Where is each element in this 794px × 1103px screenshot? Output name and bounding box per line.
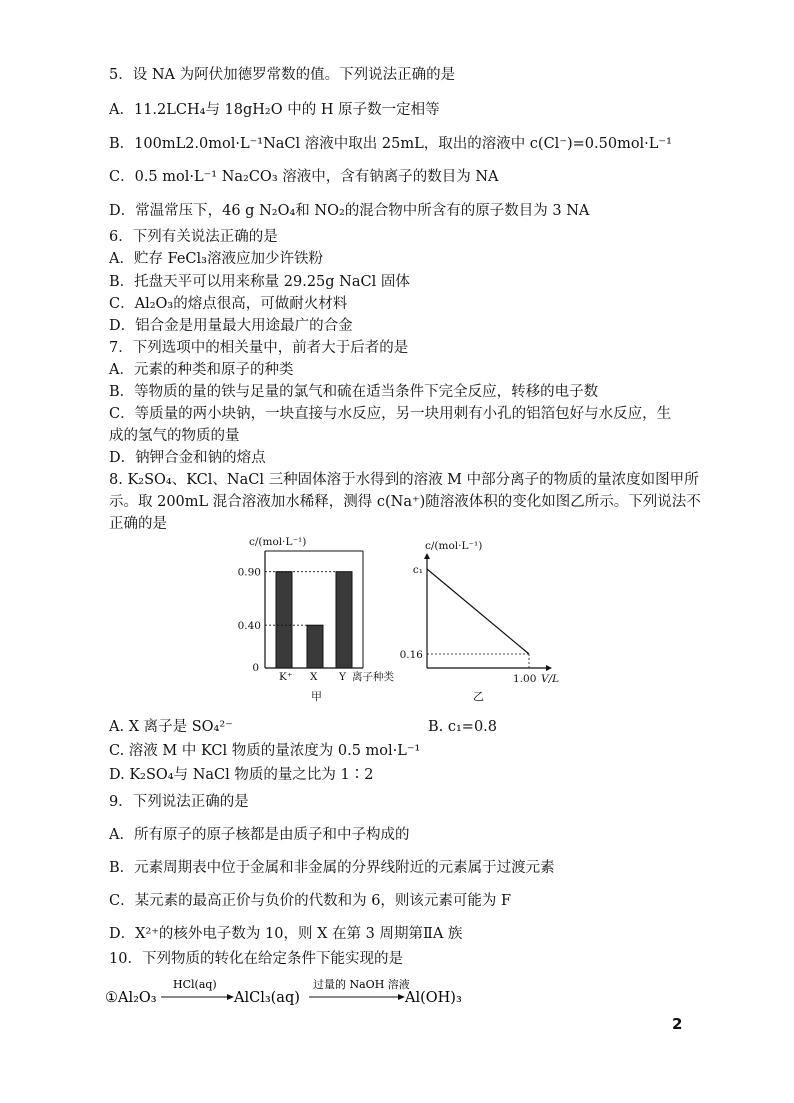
q7-stem: 7．下列选项中的相关量中，前者大于后者的是	[109, 340, 409, 356]
q6-stem: 6．下列有关说法正确的是	[109, 229, 278, 245]
eq-arrowhead-1	[227, 994, 234, 1000]
q8-stem-2: 示。取 200mL 混合溶液加水稀释，测得 c(Na⁺)随溶液体积的变化如图乙所示。下列说法不	[109, 494, 701, 510]
yi-series-line	[427, 569, 529, 654]
jia-ytick-0: 0	[252, 662, 259, 674]
jia-bar-2	[336, 572, 352, 668]
yi-ytick-016: 0.16	[399, 649, 423, 661]
jia-xtick-2: Y	[339, 671, 346, 683]
q7-option-a: A．元素的种类和原子的种类	[109, 362, 294, 378]
eq-mid: AlCl₃(aq)	[234, 990, 300, 1006]
q8-stem: 8. K₂SO₄、KCl、NaCl 三种固体溶于水得到的溶液 M 中部分离子的物质的量浓度如图甲所	[109, 472, 699, 488]
q6-option-a: A．贮存 FeCl₃溶液应加少许铁粉	[109, 251, 323, 267]
q9-option-c: C．某元素的最高正价与负价的代数和为 6，则该元素可能为 F	[109, 893, 512, 909]
eq-cond1: HCl(aq)	[173, 978, 217, 991]
eq-start: ①Al₂O₃	[105, 990, 157, 1006]
q5-option-a: A．11.2LCH₄与 18gH₂O 中的 H 原子数一定相等	[109, 102, 440, 118]
line-chart-yi	[395, 533, 575, 703]
jia-title: 甲	[311, 690, 322, 703]
q9-option-d: D．X²⁺的核外电子数为 10，则 X 在第 3 周期第ⅡA 族	[109, 926, 463, 942]
q5-option-b: B．100mL2.0mol·L⁻¹NaCl 溶液中取出 25mL，取出的溶液中 c(Cl⁻)=0.50mol·L⁻¹	[109, 136, 672, 152]
q6-option-d: D．铝合金是用量最大用途最广的合金	[109, 318, 353, 334]
q9-stem: 9．下列说法正确的是	[109, 794, 249, 810]
yi-y-label: c/(mol·L⁻¹)	[425, 540, 483, 552]
yi-title: 乙	[473, 690, 484, 703]
eq-end: Al(OH)₃	[405, 990, 462, 1006]
jia-bar-1	[307, 625, 323, 668]
jia-xtick-0: K⁺	[279, 671, 293, 683]
jia-ytick-1: 0.40	[237, 620, 261, 633]
yi-ytick-c1: c₁	[412, 564, 423, 576]
q8-option-b: B. c₁=0.8	[428, 719, 498, 735]
page-number: 2	[672, 1015, 683, 1033]
q8-option-a: A. X 离子是 SO₄²⁻	[109, 719, 233, 735]
eq-arrowhead-2	[398, 994, 405, 1000]
q7-option-b: B．等物质的量的铁与足量的氯气和硫在适当条件下完全反应，转移的电子数	[109, 384, 599, 400]
jia-y-label: c/(mol·L⁻¹)	[249, 536, 307, 548]
q8-stem-3: 正确的是	[109, 516, 167, 532]
q9-option-b: B．元素周期表中位于金属和非金属的分界线附近的元素属于过渡元素	[109, 860, 555, 876]
q8-option-d: D. K₂SO₄与 NaCl 物质的量之比为 1∶2	[109, 767, 374, 783]
q10-stem: 10．下列物质的转化在给定条件下能实现的是	[109, 951, 403, 967]
q9-option-a: A．所有原子的原子核都是由质子和中子构成的	[109, 827, 410, 843]
q6-option-c: C．Al₂O₃的熔点很高，可做耐火材料	[109, 296, 348, 312]
q8-option-c: C. 溶液 M 中 KCl 物质的量浓度为 0.5 mol·L⁻¹	[109, 743, 421, 759]
q7-option-d: D．钠钾合金和钠的熔点	[109, 450, 266, 466]
q5-option-d: D．常温常压下，46 g N₂O₄和 NO₂的混合物中所含有的原子数目为 3 NA	[109, 203, 590, 219]
q7-option-c: C．等质量的两小块钠，一块直接与水反应，另一块用刺有小孔的铝箔包好与水反应，生	[109, 406, 672, 422]
yi-y-arrow	[424, 553, 430, 559]
q7-option-c-cont: 成的氢气的物质的量	[109, 428, 240, 444]
jia-bar-0	[276, 572, 292, 668]
reaction-equation	[103, 974, 503, 1010]
eq-cond2: 过量的 NaOH 溶液	[313, 978, 410, 991]
yi-x-label: V/L	[541, 673, 560, 685]
q5-stem: 5．设 NA 为阿伏加德罗常数的值。下列说法正确的是	[109, 67, 456, 83]
yi-x-arrow	[546, 665, 552, 671]
q6-option-b: B．托盘天平可以用来称量 29.25g NaCl 固体	[109, 274, 410, 290]
jia-ytick-2: 0.90	[237, 566, 261, 579]
q5-option-c: C．0.5 mol·L⁻¹ Na₂CO₃ 溶液中，含有钠离子的数目为 NA	[109, 169, 499, 185]
jia-x-label: 离子种类	[352, 671, 394, 683]
jia-xtick-1: X	[310, 671, 318, 683]
yi-xtick-100: 1.00	[513, 673, 537, 685]
